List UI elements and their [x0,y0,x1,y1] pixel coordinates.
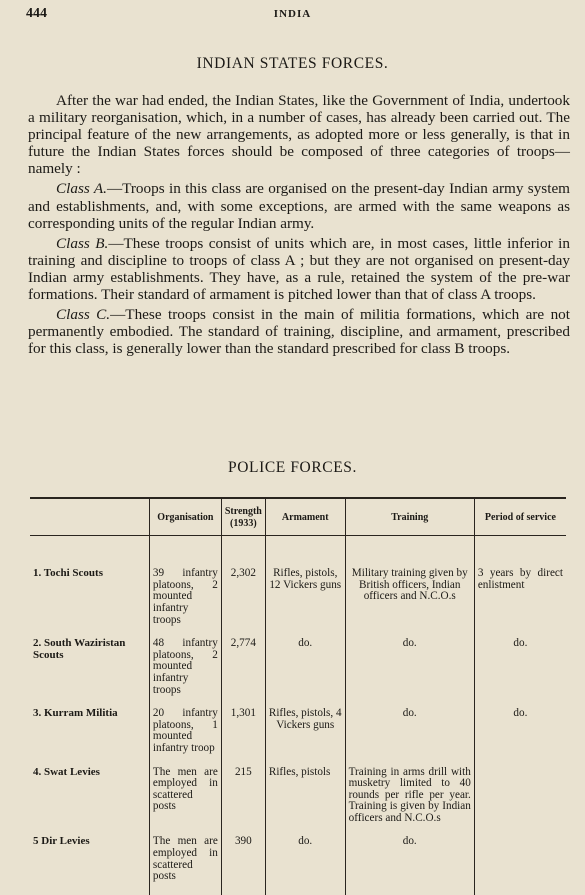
armament-cell: do. [265,836,345,894]
organisation-cell: 39 infantry platoons, 2 mounted infantry troops [149,568,221,638]
class-a-label: Class A. [56,180,107,198]
unit-name: 5 Dir Levies [30,836,149,894]
strength-cell: 2,774 [221,638,265,708]
armament-cell: Rifles, pistols, 12 Vickers guns [265,568,345,638]
training-cell: do. [345,836,474,894]
strength-cell: 390 [221,836,265,894]
header-strength: Strength (1933) [221,498,265,536]
unit-name: 2. South Waziristan Scouts [30,638,149,708]
table-row [30,638,566,708]
body-text [28,92,570,360]
period-cell [474,767,566,837]
table-row [30,836,566,894]
class-b-text: —These troops consist of units which are, in most cases, little inferior in training and discipline to troops of class A ; but they are not organised on present-day Indian army establishments. They have, as a rule, retained the system of the pre-war formations. Their standard of armament is pitched lower than that of class A troops. [28,234,570,304]
page-number: 444 [26,6,47,21]
period-cell [474,836,566,894]
class-b-label: Class B. [56,234,109,252]
class-a-text: —Troops in this class are organised on the present-day Indian army system and establishments, and, with some exceptions, are armed with the same weapons as corresponding units of the regular Indian army. [28,180,570,232]
section-title-police-forces: POLICE FORCES. [228,459,357,476]
class-c-text: —These troops consist in the main of militia formations, which are not permanently embodied. The standard of training, discipline, and armament, prescribed for this class, is generally lower than the standard prescribed for class B troops. [28,306,570,358]
unit-name: 1. Tochi Scouts [30,568,149,638]
class-c-label: Class C. [56,306,111,324]
class-b-paragraph [28,235,570,303]
class-c-paragraph [28,306,570,357]
armament-cell: Rifles, pistols, 4 Vickers guns [265,708,345,766]
header-unit [30,498,149,536]
strength-cell: 1,301 [221,708,265,766]
table-row [30,568,566,638]
table-spacer [30,536,566,569]
strength-cell: 2,302 [221,568,265,638]
header-period: Period of service [474,498,566,536]
intro-paragraph: After the war had ended, the Indian States, like the Government of India, undertook a military reorganisation, which, in a number of cases, has already been carried out. The principal feature of the new arrangements, as adopted more or less generally, is that in future the Indian States forces should be composed of three categories of troops—namely : [28,92,570,178]
page-header [26,6,559,26]
header-training: Training [345,498,474,536]
unit-name: 3. Kurram Militia [30,708,149,766]
armament-cell: Rifles, pistols [265,767,345,837]
section-title-states-forces: INDIAN STATES FORCES. [196,55,389,72]
period-cell: do. [513,707,528,720]
class-a-paragraph [28,180,570,231]
training-cell: do. [345,708,474,766]
organisation-cell: The men are employed in scattered posts [149,767,221,837]
training-cell: Military training given by British officers, Indian officers and N.C.O.s [345,568,474,638]
header-organisation: Organisation [149,498,221,536]
organisation-cell: The men are employed in scattered posts [149,836,221,894]
organisation-cell: 48 infantry platoons, 2 mounted infantry troops [149,638,221,708]
unit-name: 4. Swat Levies [30,767,149,837]
header-armament: Armament [265,498,345,536]
period-cell: 3 years by direct enlistment [477,567,563,591]
police-forces-table [30,497,566,895]
table-header-row [30,498,566,536]
running-head: INDIA [273,8,312,20]
period-cell: do. [513,637,528,650]
training-cell: Training in arms drill with musketry limited to 40 rounds per rifle per year. Training is given by Indian officers and N.C.O.s [345,767,474,837]
strength-cell: 215 [221,767,265,837]
table-row [30,767,566,837]
training-cell: do. [345,638,474,708]
table-row [30,708,566,766]
armament-cell: do. [265,638,345,708]
organisation-cell: 20 infantry platoons, 1 mounted infantry troop [149,708,221,766]
